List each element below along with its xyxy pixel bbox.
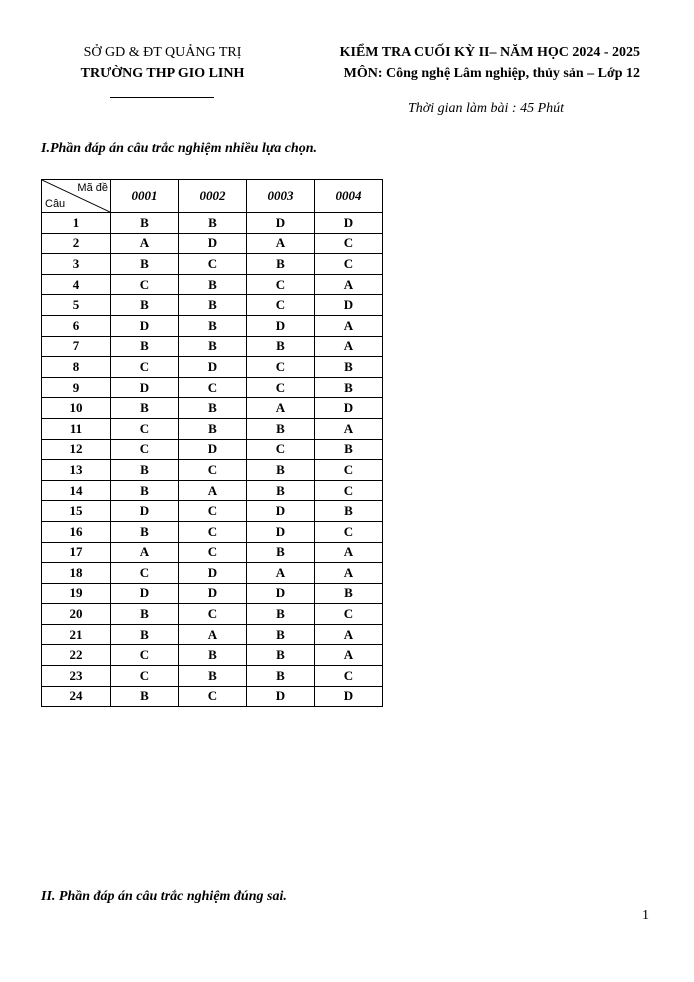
answer-cell: A bbox=[315, 315, 383, 336]
exam-subject: MÔN: Công nghệ Lâm nghiệp, thủy sản – Lớp 12 bbox=[343, 66, 640, 81]
answer-cell: A bbox=[179, 480, 247, 501]
answer-cell: C bbox=[179, 542, 247, 563]
table-row bbox=[42, 336, 383, 357]
answer-cell: B bbox=[247, 604, 315, 625]
answer-cell: B bbox=[247, 480, 315, 501]
table-row bbox=[42, 521, 383, 542]
answer-cell: B bbox=[111, 604, 179, 625]
answer-cell: D bbox=[315, 398, 383, 419]
table-row bbox=[42, 563, 383, 584]
answer-cell: C bbox=[111, 563, 179, 584]
answer-cell: B bbox=[315, 377, 383, 398]
answer-table-header-row bbox=[42, 180, 383, 213]
answer-cell: B bbox=[247, 624, 315, 645]
question-number-cell: 9 bbox=[42, 377, 111, 398]
answer-cell: D bbox=[247, 213, 315, 234]
table-row bbox=[42, 274, 383, 295]
table-row bbox=[42, 295, 383, 316]
table-row bbox=[42, 604, 383, 625]
question-number-cell: 18 bbox=[42, 563, 111, 584]
question-number-cell: 16 bbox=[42, 521, 111, 542]
question-number-cell: 23 bbox=[42, 666, 111, 687]
table-row bbox=[42, 418, 383, 439]
answer-cell: B bbox=[315, 501, 383, 522]
section-1-title: I.Phần đáp án câu trắc nghiệm nhiều lựa chọn. bbox=[41, 141, 318, 156]
school-header bbox=[60, 42, 265, 84]
answer-table bbox=[41, 179, 383, 707]
table-row bbox=[42, 542, 383, 563]
table-row bbox=[42, 480, 383, 501]
answer-cell: C bbox=[315, 233, 383, 254]
answer-cell: A bbox=[315, 563, 383, 584]
question-number-cell: 3 bbox=[42, 254, 111, 275]
table-corner-cell bbox=[42, 180, 111, 213]
question-number-cell: 13 bbox=[42, 460, 111, 481]
answer-cell: C bbox=[247, 295, 315, 316]
exam-title: KIỂM TRA CUỐI KỲ II– NĂM HỌC 2024 - 2025 bbox=[339, 45, 640, 60]
question-number-cell: 21 bbox=[42, 624, 111, 645]
answer-cell: C bbox=[111, 357, 179, 378]
header-divider bbox=[110, 97, 214, 98]
answer-cell: B bbox=[179, 295, 247, 316]
answer-cell: C bbox=[315, 666, 383, 687]
answer-cell: C bbox=[247, 439, 315, 460]
question-number-cell: 19 bbox=[42, 583, 111, 604]
answer-cell: B bbox=[315, 439, 383, 460]
answer-cell: A bbox=[111, 542, 179, 563]
answer-cell: C bbox=[315, 480, 383, 501]
table-row bbox=[42, 377, 383, 398]
answer-cell: B bbox=[111, 460, 179, 481]
answer-cell: C bbox=[111, 666, 179, 687]
answer-table-body bbox=[42, 213, 383, 707]
answer-cell: C bbox=[179, 604, 247, 625]
table-row bbox=[42, 666, 383, 687]
answer-cell: B bbox=[179, 336, 247, 357]
question-number-cell: 22 bbox=[42, 645, 111, 666]
question-number-cell: 20 bbox=[42, 604, 111, 625]
question-number-cell: 14 bbox=[42, 480, 111, 501]
answer-cell: C bbox=[315, 254, 383, 275]
answer-cell: B bbox=[247, 666, 315, 687]
table-row bbox=[42, 213, 383, 234]
answer-cell: D bbox=[179, 233, 247, 254]
answer-cell: C bbox=[179, 501, 247, 522]
answer-cell: B bbox=[179, 274, 247, 295]
answer-cell: B bbox=[247, 254, 315, 275]
answer-cell: D bbox=[247, 583, 315, 604]
question-number-cell: 12 bbox=[42, 439, 111, 460]
answer-cell: A bbox=[315, 645, 383, 666]
answer-cell: D bbox=[247, 686, 315, 707]
answer-cell: D bbox=[179, 583, 247, 604]
question-number-cell: 17 bbox=[42, 542, 111, 563]
answer-cell: C bbox=[179, 686, 247, 707]
table-row bbox=[42, 315, 383, 336]
question-number-cell: 8 bbox=[42, 357, 111, 378]
exam-code-header: 0004 bbox=[315, 180, 383, 213]
table-row bbox=[42, 357, 383, 378]
question-number-cell: 6 bbox=[42, 315, 111, 336]
answer-cell: B bbox=[111, 480, 179, 501]
answer-cell: D bbox=[111, 377, 179, 398]
answer-cell: A bbox=[247, 233, 315, 254]
answer-cell: B bbox=[111, 398, 179, 419]
answer-cell: C bbox=[179, 254, 247, 275]
answer-cell: B bbox=[247, 336, 315, 357]
answer-cell: D bbox=[111, 315, 179, 336]
page-number: 1 bbox=[642, 908, 649, 923]
exam-time: Thời gian làm bài : 45 Phút bbox=[408, 101, 565, 116]
department-name: SỞ GD & ĐT QUẢNG TRỊ bbox=[83, 45, 242, 60]
question-number-cell: 24 bbox=[42, 686, 111, 707]
answer-cell: C bbox=[247, 377, 315, 398]
answer-cell: D bbox=[315, 295, 383, 316]
answer-cell: C bbox=[111, 439, 179, 460]
table-row bbox=[42, 398, 383, 419]
answer-cell: B bbox=[179, 213, 247, 234]
answer-cell: B bbox=[315, 583, 383, 604]
table-row bbox=[42, 439, 383, 460]
answer-cell: D bbox=[247, 315, 315, 336]
answer-cell: B bbox=[315, 357, 383, 378]
table-row bbox=[42, 645, 383, 666]
question-number-cell: 2 bbox=[42, 233, 111, 254]
question-number-cell: 15 bbox=[42, 501, 111, 522]
answer-cell: C bbox=[111, 274, 179, 295]
answer-cell: C bbox=[179, 377, 247, 398]
question-number-cell: 10 bbox=[42, 398, 111, 419]
answer-cell: D bbox=[111, 501, 179, 522]
answer-cell: B bbox=[111, 521, 179, 542]
answer-cell: D bbox=[111, 583, 179, 604]
corner-label-exam-code: Mã đề bbox=[77, 182, 108, 194]
answer-cell: A bbox=[247, 563, 315, 584]
answer-cell: C bbox=[111, 418, 179, 439]
question-number-cell: 7 bbox=[42, 336, 111, 357]
question-number-cell: 11 bbox=[42, 418, 111, 439]
answer-cell: B bbox=[179, 418, 247, 439]
table-row bbox=[42, 686, 383, 707]
answer-cell: D bbox=[247, 501, 315, 522]
answer-cell: D bbox=[179, 357, 247, 378]
answer-cell: C bbox=[111, 645, 179, 666]
answer-cell: C bbox=[315, 604, 383, 625]
answer-cell: B bbox=[179, 315, 247, 336]
answer-cell: D bbox=[315, 686, 383, 707]
answer-cell: B bbox=[247, 460, 315, 481]
school-name: TRƯỜNG THP GIO LINH bbox=[80, 66, 245, 81]
table-row bbox=[42, 460, 383, 481]
answer-cell: A bbox=[111, 233, 179, 254]
answer-cell: A bbox=[315, 418, 383, 439]
exam-header bbox=[300, 42, 640, 84]
answer-cell: B bbox=[111, 254, 179, 275]
answer-cell: D bbox=[179, 563, 247, 584]
answer-cell: B bbox=[247, 645, 315, 666]
corner-label-question: Câu bbox=[45, 198, 66, 210]
table-row bbox=[42, 501, 383, 522]
answer-cell: A bbox=[315, 336, 383, 357]
answer-cell: C bbox=[315, 521, 383, 542]
answer-cell: C bbox=[179, 521, 247, 542]
answer-cell: B bbox=[111, 295, 179, 316]
answer-cell: B bbox=[247, 542, 315, 563]
answer-cell: B bbox=[179, 645, 247, 666]
answer-cell: B bbox=[179, 398, 247, 419]
answer-cell: B bbox=[111, 686, 179, 707]
answer-cell: A bbox=[247, 398, 315, 419]
table-row bbox=[42, 583, 383, 604]
exam-code-header: 0001 bbox=[111, 180, 179, 213]
answer-cell: B bbox=[111, 213, 179, 234]
answer-cell: B bbox=[247, 418, 315, 439]
answer-cell: D bbox=[247, 521, 315, 542]
answer-cell: A bbox=[315, 624, 383, 645]
question-number-cell: 1 bbox=[42, 213, 111, 234]
exam-code-header: 0003 bbox=[247, 180, 315, 213]
answer-cell: A bbox=[179, 624, 247, 645]
exam-code-header: 0002 bbox=[179, 180, 247, 213]
question-number-cell: 4 bbox=[42, 274, 111, 295]
table-row bbox=[42, 624, 383, 645]
answer-cell: C bbox=[247, 274, 315, 295]
answer-cell: C bbox=[247, 357, 315, 378]
question-number-cell: 5 bbox=[42, 295, 111, 316]
answer-cell: C bbox=[179, 460, 247, 481]
section-2-title: II. Phần đáp án câu trắc nghiệm đúng sai. bbox=[41, 889, 287, 904]
answer-cell: D bbox=[315, 213, 383, 234]
answer-cell: A bbox=[315, 542, 383, 563]
answer-cell: A bbox=[315, 274, 383, 295]
answer-cell: D bbox=[179, 439, 247, 460]
answer-cell: B bbox=[179, 666, 247, 687]
table-row bbox=[42, 233, 383, 254]
answer-cell: B bbox=[111, 336, 179, 357]
table-row bbox=[42, 254, 383, 275]
answer-cell: C bbox=[315, 460, 383, 481]
answer-cell: B bbox=[111, 624, 179, 645]
